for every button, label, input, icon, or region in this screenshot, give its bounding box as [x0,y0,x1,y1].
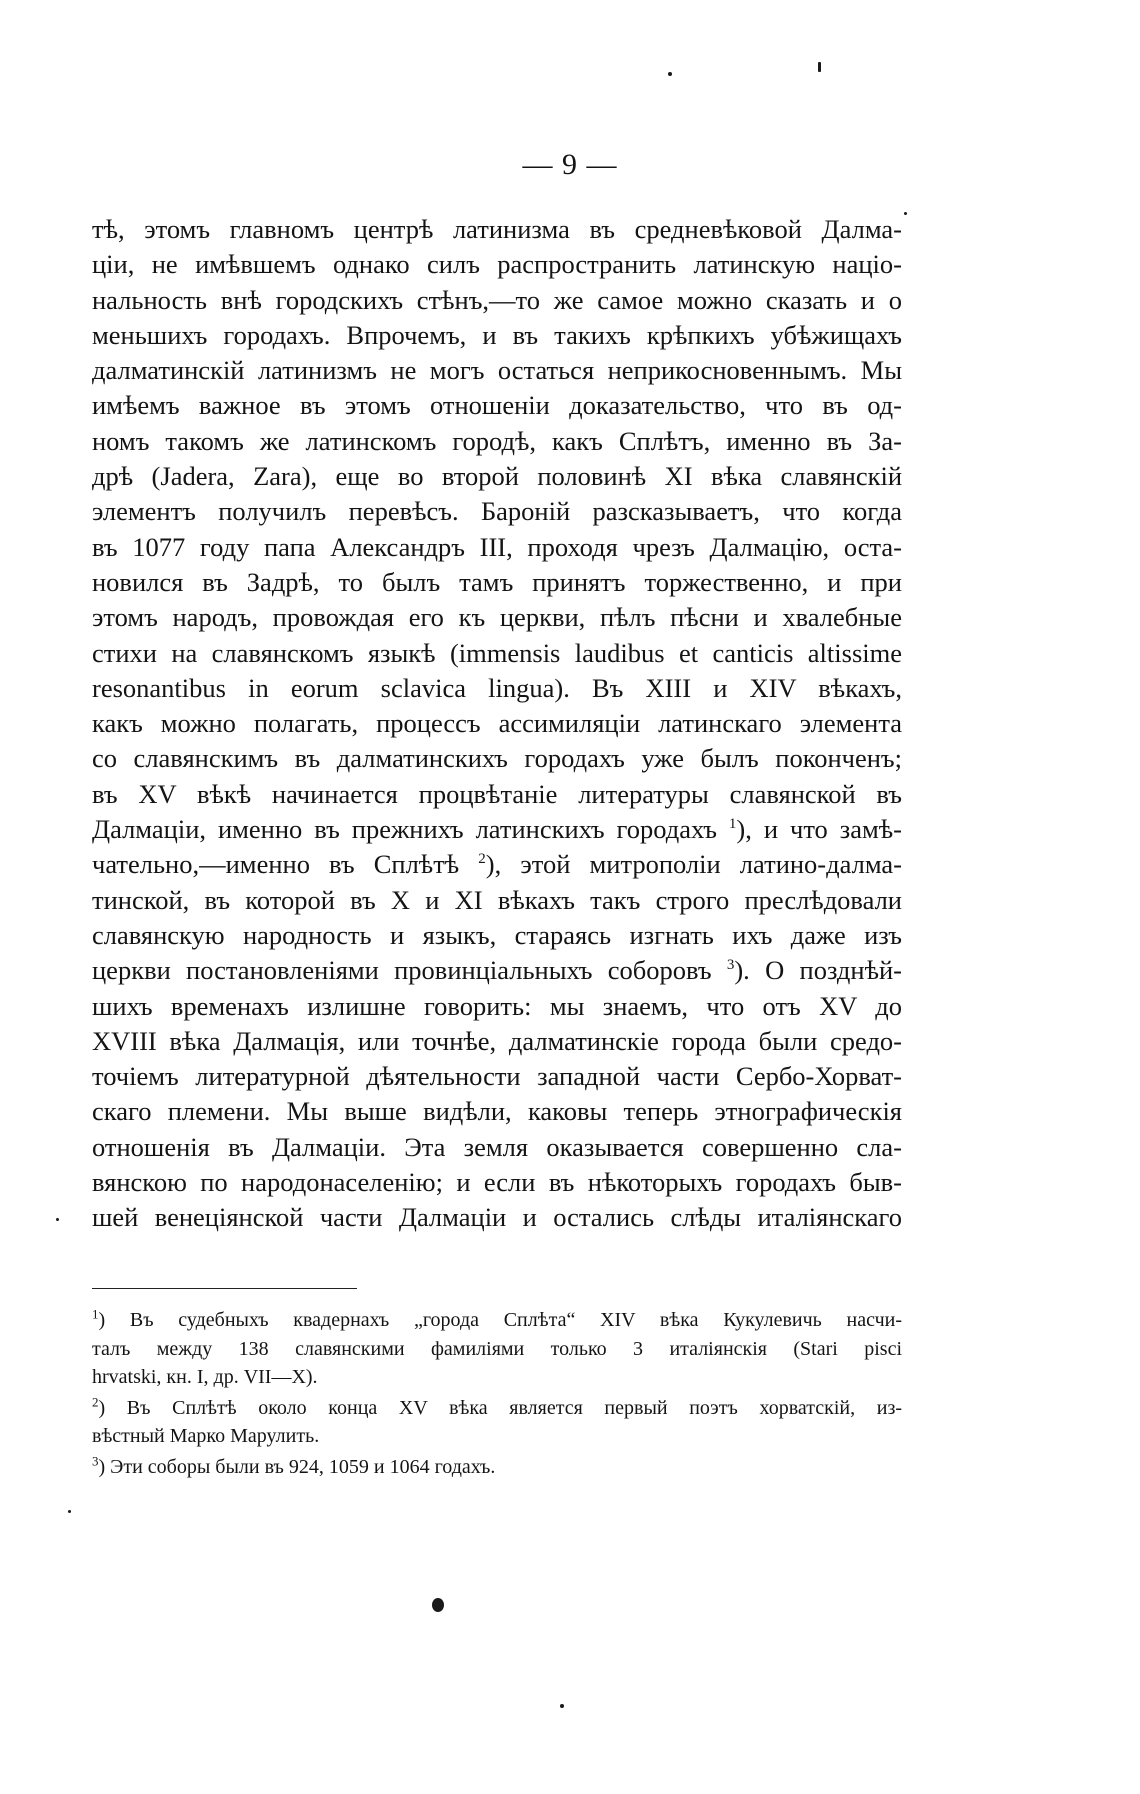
text-line: точіемъ литературной дѣятельности западной части Сербо-Хорват- [92,1061,902,1092]
text-line: въ 1077 году папа Александръ III, проходя чрезъ Далмацію, оста- [92,531,902,562]
footnote-divider [92,1288,357,1289]
text-line: въ XV вѣкѣ начинается процвѣтаніе литературы славянской въ [92,778,902,809]
footnote-line: вѣстный Марко Марулить. [92,1425,320,1447]
main-text [92,212,902,1236]
footnote-3 [92,1453,902,1482]
footnote-text: ) Въ судебныхъ квадернахъ „города Сплѣта“ XIV вѣка Кукулевичь насчи- [98,1309,902,1331]
text-segment: чательно,—именно въ Сплѣтѣ [92,849,479,880]
text-line: XVIII вѣка Далмація, или точнѣе, далматинскіе города были средо- [92,1025,902,1056]
scan-speck [560,1704,564,1708]
text-line: скаго племени. Мы выше видѣли, каковы теперь этнографическія [92,1096,902,1127]
text-segment: ). О позднѣй- [734,955,902,986]
footnote-ref-2: 2 [478,851,486,868]
text-line: дрѣ (Jadera, Zara), еще во второй половинѣ XI вѣка славянскій [92,461,902,492]
text-line: resonantibus in eorum sclavica lingua). Въ XIII и XIV вѣкахъ, [92,672,902,703]
page-number: — 9 — [522,148,618,181]
text-line: имѣемъ важное въ этомъ отношеніи доказательство, что въ од- [92,390,902,421]
text-segment: ), этой митрополіи латино-далма- [485,849,903,880]
scan-speck [432,1598,444,1612]
footnote-line [92,1394,902,1423]
text-line-with-footnote-ref [92,847,902,882]
footnote-text: ) Эти соборы были въ 924, 1059 и 1064 годахъ. [98,1455,496,1478]
footnote-2 [92,1394,902,1451]
text-line: тинской, въ которой въ X и XI вѣкахъ такъ строго преслѣдовали [92,884,902,915]
text-line: элементъ получилъ перевѣсъ. Бароній разсказываетъ, что когда [92,496,902,527]
text-line: тѣ, этомъ главномъ центрѣ латинизма въ средневѣковой Далма- [92,214,902,244]
text-line: шей венеціянской части Далмаціи и остались слѣды италіянскаго [92,1202,902,1233]
text-line: нальность внѣ городскихъ стѣнъ,—то же самое можно сказать и о [92,284,902,315]
text-line: меньшихъ городахъ. Впрочемъ, и въ такихъ крѣпкихъ убѣжищахъ [92,319,902,350]
text-line-with-footnote-ref [92,953,902,988]
scan-speck [68,1510,71,1513]
text-line: новился въ Задрѣ, то былъ тамъ принятъ торжественно, и при [92,566,902,597]
text-line: номъ такомъ же латинскомъ городѣ, какъ Сплѣтъ, именно въ За- [92,425,902,456]
text-line: далматинскій латинизмъ не могъ остаться неприкосновеннымъ. Мы [92,355,902,386]
text-line: вянскою по народонаселенію; и если въ нѣкоторыхъ городахъ быв- [92,1167,902,1198]
footnote-text: ) Въ Сплѣтѣ около конца XV вѣка является первый поэтъ хорватскій, из- [98,1396,902,1419]
footnote-mark: 1 [92,1306,99,1322]
text-segment: ), и что замѣ- [736,814,902,845]
text-line: стихи на славянскомъ языкѣ (immensis laudibus et canticis altissime [92,637,902,668]
text-segment: Далмаціи, именно въ прежнихъ латинскихъ городахъ [92,814,729,845]
text-line: шихъ временахъ излишне говорить: мы знаемъ, что отъ XV до [92,990,902,1021]
footnote-mark: 2 [92,1393,99,1409]
scan-speck [818,62,821,72]
scan-speck [56,1218,59,1221]
text-line: этомъ народъ, провождая его къ церкви, пѣлъ пѣсни и хвалебные [92,602,902,633]
text-line: ціи, не имѣвшемъ однако силъ распространить латинскую націо- [92,249,902,280]
footnote-ref-1: 1 [728,816,737,833]
scan-speck [668,72,672,76]
footnote-1 [92,1306,902,1392]
text-line-with-footnote-ref [92,812,902,847]
footnote-line [92,1453,902,1482]
scan-speck [904,212,907,215]
footnote-mark: 3 [92,1452,99,1468]
footnote-ref-3: 3 [726,957,735,974]
footnotes [92,1306,902,1483]
text-line: какъ можно полагать, процессъ ассимиляціи латинскаго элемента [92,708,902,739]
text-line: славянскую народность и языкъ, стараясь изгнать ихъ даже изъ [92,919,902,950]
text-line: отношенія въ Далмаціи. Эта земля оказывается совершенно сла- [92,1131,902,1162]
footnote-line [92,1306,902,1335]
text-segment: церкви постановленіями провинціальныхъ соборовъ [92,955,727,986]
footnote-line: талъ между 138 славянскими фамиліями только 3 италіянскія (Stari pisci [92,1337,902,1360]
text-line: со славянскимъ въ далматинскихъ городахъ уже былъ поконченъ; [92,743,902,774]
footnote-line: hrvatski, кн. I, др. VII—X). [92,1366,318,1388]
